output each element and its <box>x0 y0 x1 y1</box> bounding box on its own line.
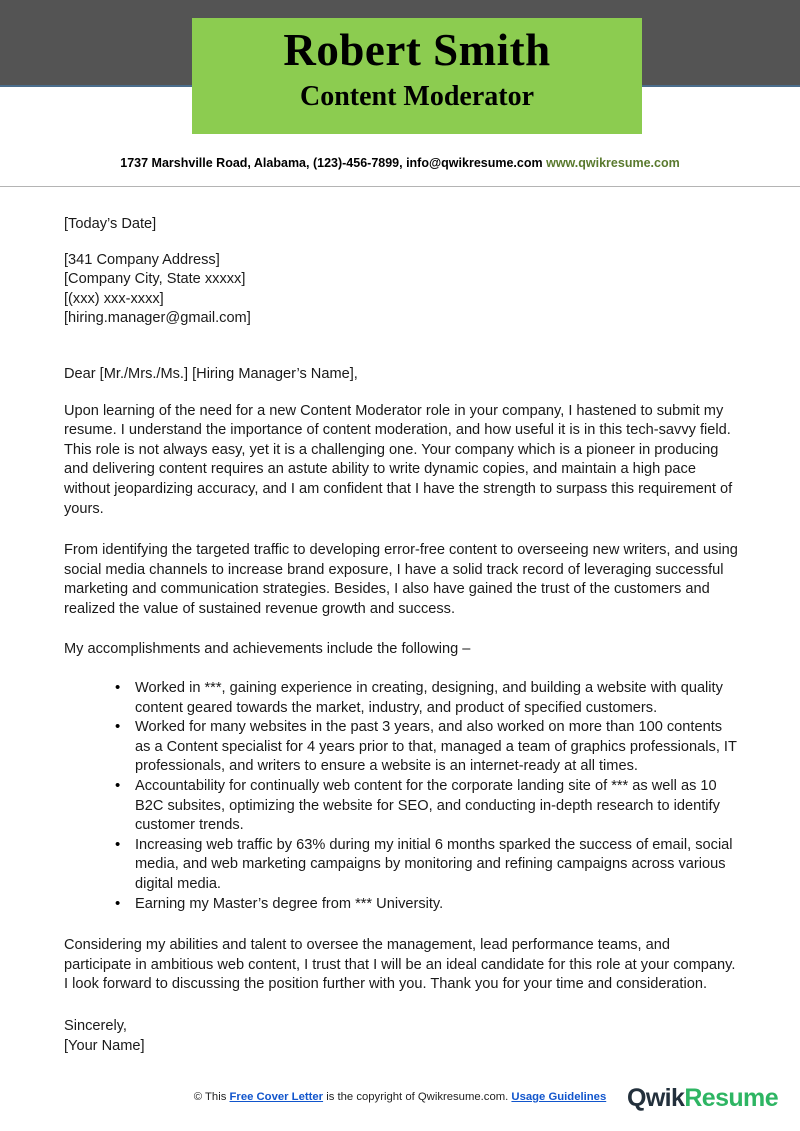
list-item: • Accountability for continually web content for the corporate landing site of *** as well as 10 B2C subsites, optimizing the website for SEO, and conducting in-depth research to identify customer trends. <box>115 777 738 836</box>
letter-paragraph-1: Upon learning of the need for a new Content Moderator role in your company, I hastened to submit my resume. I understand the importance of content moderation, and how useful it is in this tech-savvy field. This role is not always easy, yet it is a challenging one. Your company which is a pioneer in producing and delivering content requires an astute ability to write dynamic copies, and maintain a high pace without jeopardizing accuracy, and I am confident that I have the strength to surpass this requirement of yours. <box>64 402 733 517</box>
list-item: • Increasing web traffic by 63% during my initial 6 months sparked the success of email, social media, and web marketing campaigns by monitoring and refining campaigns across various digital media. <box>115 836 738 895</box>
header-divider <box>0 186 800 187</box>
page-footer <box>0 1077 800 1131</box>
cover-letter-body <box>64 215 738 1056</box>
contact-address-text: 1737 Marshville Road, Alabama, (123)-456-7899, info@qwikresume.com <box>120 156 543 170</box>
recipient-address-block <box>64 251 738 329</box>
letter-paragraph-2: From identifying the targeted traffic to developing error-free content to overseeing new writers, and using social media channels to increase brand exposure, I have a solid track record of leveraging successful marketing and communication strategies. Besides, I also have gained the trust of the customers and realized the value of sustained revenue growth and success. <box>64 542 738 617</box>
footer-credit-middle: is the copyright of Qwikresume.com. <box>326 1091 509 1103</box>
copyright-icon: © <box>193 1091 203 1103</box>
letter-signoff <box>64 1017 738 1056</box>
list-item: • Earning my Master’s degree from *** University. <box>115 895 738 915</box>
letter-closing-paragraph: Considering my abilities and talent to oversee the management, lead performance teams, and participate in ambitious web content, I trust that I will be an ideal candidate for this role at your company. I look forward to discussing the position further with you. Thank you for your time and consideration. <box>64 937 736 993</box>
qwikresume-logo[interactable] <box>627 1083 778 1113</box>
letter-date: [Today’s Date] <box>64 216 157 232</box>
recipient-address-line: [(xxx) xxx-xxxx] <box>64 290 164 307</box>
recipient-address-line: [Company City, State xxxxx] <box>64 271 246 288</box>
signoff-closing: Sincerely, <box>64 1018 127 1034</box>
contact-website-link[interactable]: www.qwikresume.com <box>546 156 680 170</box>
accomplishments-list <box>64 679 738 914</box>
name-title-block <box>192 18 642 134</box>
letter-salutation: Dear [Mr./Mrs./Ms.] [Hiring Manager’s Name], <box>64 365 358 382</box>
usage-guidelines-link[interactable]: Usage Guidelines <box>511 1091 607 1103</box>
recipient-address-line: [hiring.manager@gmail.com] <box>64 310 251 327</box>
applicant-name: Robert Smith <box>283 25 551 75</box>
footer-credit-prefix: This <box>205 1091 227 1103</box>
list-item: • Worked in ***, gaining experience in creating, designing, and building a website with quality content geared towards the market, industry, and product of specified customers. <box>115 679 738 718</box>
list-item: • Worked for many websites in the past 3 years, and also worked on more than 100 contents as a Content specialist for 4 years prior to that, managed a team of graphics professionals, IT professionals, and writers to ensure a website is an internet-ready at all times. <box>115 718 738 777</box>
contact-info-line <box>0 155 800 171</box>
applicant-job-title: Content Moderator <box>299 81 535 112</box>
logo-text-resume: Resume <box>684 1084 778 1112</box>
signoff-name: [Your Name] <box>64 1037 145 1054</box>
logo-text-qwik: Qwik <box>626 1084 685 1112</box>
accomplishments-intro: My accomplishments and achievements include the following – <box>64 640 471 657</box>
free-cover-letter-link[interactable]: Free Cover Letter <box>229 1091 324 1103</box>
recipient-address-line: [341 Company Address] <box>64 251 220 268</box>
